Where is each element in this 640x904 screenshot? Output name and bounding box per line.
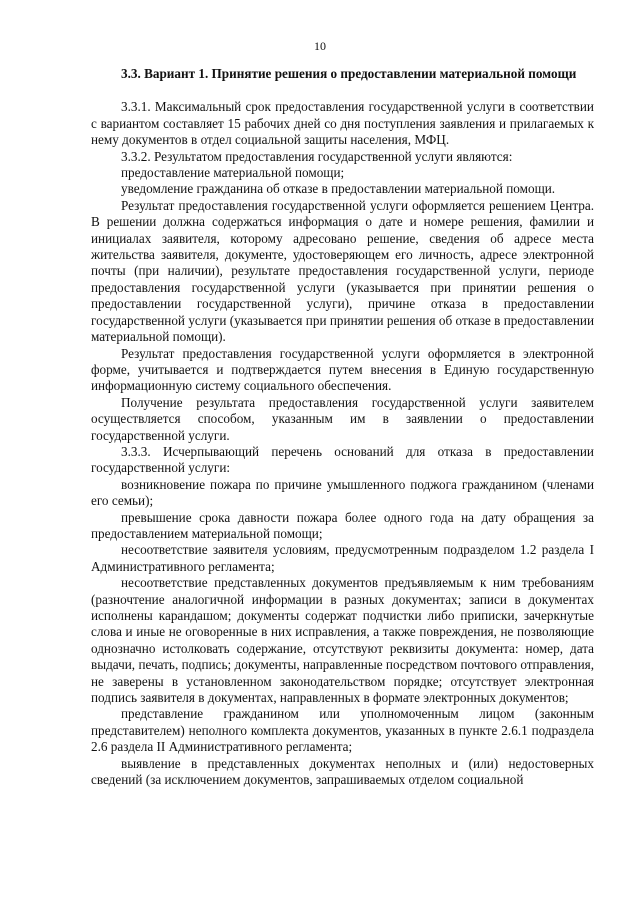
paragraph: несоответствие представленных документов предъявляемым к ним требованиям (разночтение аналогичной информации в разных документах; записи в документах исполнены карандашом; документы содержат подчистки либо приписки, зачеркнутые слова и иные не оговоренные в них исправления, а также повреждения, не позволяющие однозначно истолковать содержание, отсутствуют реквизиты документа: номер, дата выдачи, печать, подпись; документы, направленные посредством почтового отправления, не заверены в установленном законодательством порядке; отсутствует электронная подпись заявителя в документах, направленных в формате электронных документов; [91, 575, 594, 706]
paragraph: 3.3.3. Исчерпывающий перечень оснований для отказа в предоставлении государственной услуги: [91, 443, 594, 476]
paragraph: уведомление гражданина об отказе в предоставлении материальной помощи. [121, 181, 556, 197]
paragraph: Результат предоставления государственной услуги оформляется решением Центра. В решении должна содержаться информация о дате и номере решения, фамилии и инициалах заявителя, которому адресовано решение, сведения об адресе места жительства заявителя, документе, удостоверяющем его личность, адресе электронной почты (при наличии), результате предоставления государственной услуги, периоде предоставления государственной услуги (указывается при принятии решения о предоставлении государственной услуги), причине отказа в предоставлении государственной услуги (указывается при принятии решения об отказе в предоставлении материальной помощи). [91, 197, 594, 345]
document-body [91, 66, 594, 788]
paragraph: предоставление материальной помощи; [121, 165, 345, 181]
paragraph: несоответствие заявителя условиям, предусмотренным подразделом 1.2 раздела I Административного регламента; [91, 542, 594, 574]
paragraph: Получение результата предоставления государственной услуги заявителем осуществляется способом, указанным им в заявлении о предоставлении государственной услуги. [91, 394, 594, 443]
section-heading: 3.3. Вариант 1. Принятие решения о предоставлении материальной помощи [121, 66, 577, 81]
paragraph: Результат предоставления государственной услуги оформляется в электронной форме, учитывается и подтверждается путем внесения в Единую государственную информационную систему социального обеспечения. [91, 345, 594, 394]
paragraph: возникновение пожара по причине умышленного поджога гражданином (членами его семьи); [91, 476, 594, 509]
paragraph: выявление в представленных документах неполных и (или) недостоверных сведений (за исключением документов, запрашиваемых отделом социальной [91, 755, 594, 788]
page-number: 10 [314, 39, 326, 53]
paragraph: представление гражданином или уполномоченным лицом (законным представителем) неполного комплекта документов, указанных в пункте 2.6.1 подраздела 2.6 раздела II Административного регламента; [91, 706, 594, 755]
paragraph: 3.3.1. Максимальный срок предоставления государственной услуги в соответствии с вариантом составляет 15 рабочих дней со дня поступления заявления и прилагаемых к нему документов в отдел социальной защиты населения, МФЦ. [91, 99, 594, 148]
paragraph: превышение срока давности пожара более одного года на дату обращения за предоставлением материальной помощи; [91, 509, 594, 541]
paragraph: 3.3.2. Результатом предоставления государственной услуги являются: [121, 148, 513, 164]
